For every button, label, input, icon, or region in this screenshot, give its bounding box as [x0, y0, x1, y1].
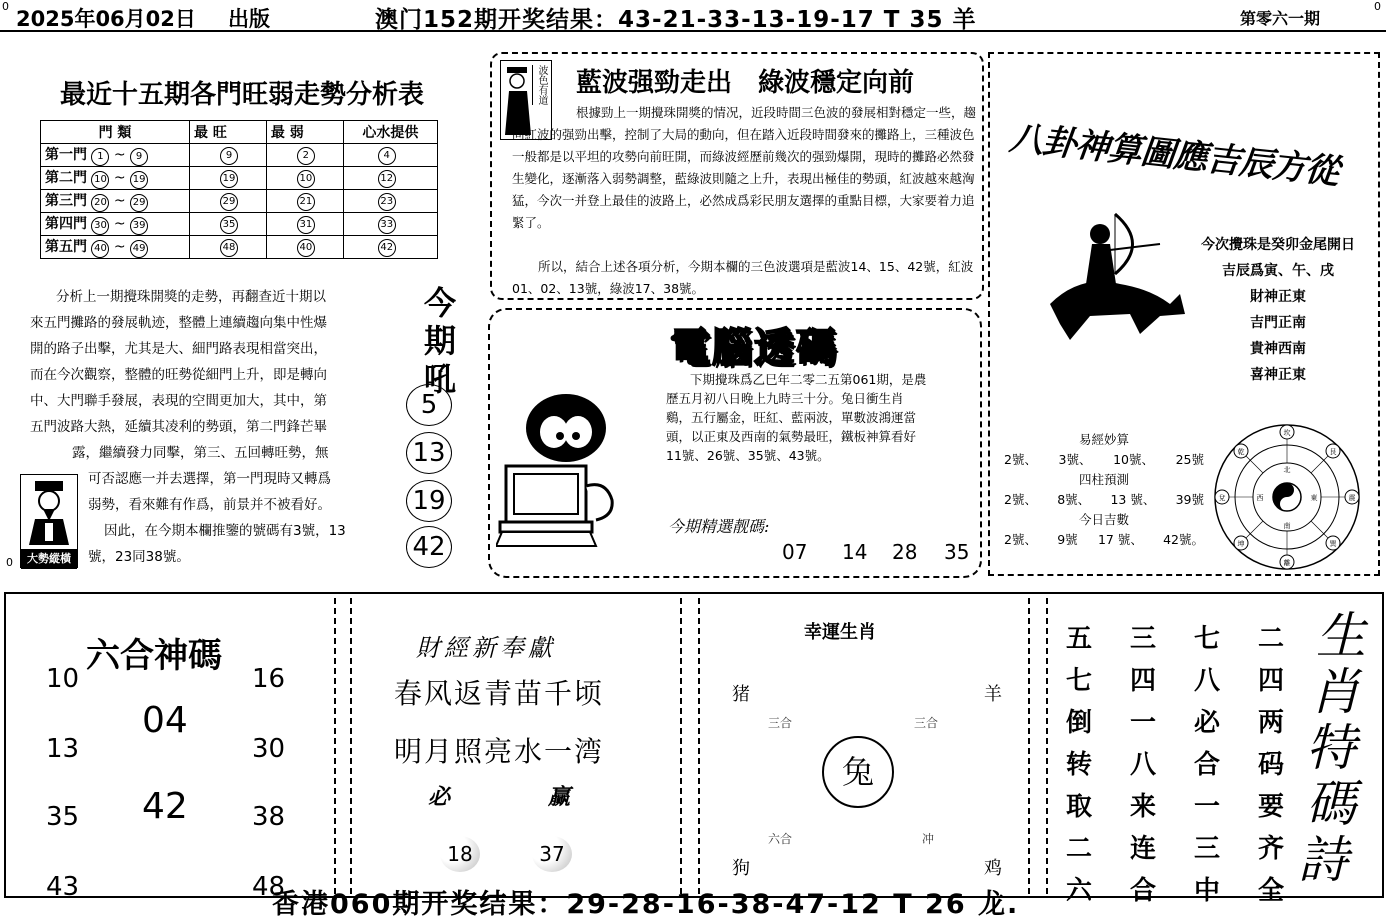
- door-range-end: 9: [130, 148, 148, 166]
- wheel-outer-label: 坤: [1237, 540, 1245, 548]
- table-row: 第五門 40 ~ 49 48 40 42: [41, 236, 438, 259]
- wheel-outer-label: 坎: [1283, 429, 1291, 437]
- wheel-outer-label: 兌: [1218, 494, 1226, 502]
- door-tip: 33: [378, 216, 396, 234]
- jinqi-number: 19: [406, 480, 452, 522]
- door-min: 31: [297, 216, 315, 234]
- trend-header-max: 最 旺: [190, 121, 267, 144]
- door-min: 10: [297, 170, 315, 188]
- divider: [350, 598, 352, 894]
- jinqi-number: 5: [406, 384, 452, 426]
- computer-title: 電腦透碼: [670, 325, 838, 371]
- trend-header-min: 最 弱: [266, 121, 343, 144]
- trend-header-row: [41, 121, 438, 144]
- wave-avatar-caption: 波色有道: [532, 65, 549, 105]
- liuhe-center: 04: [142, 700, 188, 741]
- lucky-center: 兔: [822, 736, 894, 808]
- hk-result: 香港060期开奖结果：29-28-16-38-47-12 T 26 龙.: [272, 889, 1020, 920]
- lucky-sanhe-right: 三合: [914, 716, 939, 730]
- liuhe-right: 48: [252, 872, 286, 902]
- poem-column: 二四两码要齐全: [1257, 624, 1284, 906]
- wave-title: 藍波强勁走出 綠波穩定向前: [576, 68, 915, 98]
- door-name: 第三門: [45, 193, 87, 209]
- trend-analysis: 分析上一期攪珠開獎的走勢，再翻查近十期以 來五門攤路的發展軌迹，整體上連續趨向集中性爆 開的路子出擊，尤其是大、細門路表現相當突出， 而在今次觀察，整體的旺勢從細門上升，即是轉向 中、大門聯手發展，表現的空間更加大，其中，第 五門波路大熱，延續其凌利的勢頭，第二門鋒芒畢 露，繼續發力同擊，第三、五回轉旺勢，無 可否認應一并去選擇，第一門現時又轉爲 弱勢，看來難有作爲，前景并不被看好。 因此，在今期本欄推鑒的號碼有3號，13 號，23同38號。: [30, 289, 346, 565]
- yijing-numbers: 2號、 3號、 10號、 25號: [1004, 452, 1204, 467]
- yijing-label: 易經妙算: [1078, 432, 1129, 447]
- lucky-liuhe: 六合: [768, 832, 793, 846]
- wheel-inner-label: 北: [1283, 466, 1291, 474]
- analyst-caption: 大勢縱橫: [21, 549, 77, 569]
- table-row: 第四門 30 ~ 39 35 31 33: [41, 213, 438, 236]
- wheel-outer-label: 離: [1283, 559, 1291, 567]
- door-min: 21: [297, 193, 315, 211]
- issue-number: 第零六一期: [1240, 9, 1321, 28]
- trend-title: 最近十五期各門旺弱走勢分析表: [60, 80, 425, 110]
- door-min: 2: [297, 147, 315, 165]
- divider: [1028, 598, 1030, 894]
- lucky-sanhe-left: 三合: [768, 716, 793, 730]
- caijing-title: 財經新奉獻: [416, 634, 556, 662]
- bagua-panel: [988, 52, 1380, 576]
- door-range-end: 49: [130, 240, 148, 258]
- poem-title: 生 肖 特 碼 詩: [1298, 607, 1366, 889]
- door-max: 48: [220, 239, 238, 257]
- door-range-end: 29: [130, 194, 148, 212]
- divider: [334, 598, 336, 894]
- door-name: 第一門: [45, 147, 87, 163]
- liuhe-left: 13: [46, 734, 80, 764]
- trend-table: [40, 120, 438, 259]
- caijing-bi: 必: [428, 784, 451, 810]
- macau-result: 澳门152期开奖结果：43-21-33-13-19-17 T 35 羊: [375, 7, 977, 33]
- wave-paragraph-2: 所以，結合上述各項分析，今期本欄的三色波選項是藍波14、15、42號，紅波01、02、13號，綠波17、38號。: [512, 259, 974, 296]
- poem-column: 五七倒转取二六: [1065, 624, 1092, 906]
- door-max: 35: [220, 216, 238, 234]
- computer-pick: 07: [782, 540, 808, 564]
- wheel-outer-label: 乾: [1237, 448, 1245, 456]
- computer-text: 下期攪珠爲乙巳年二零二五第061期，是農歷五月初八日晚上九時三十分。兔日衝生肖鷄，五行屬金，旺紅、藍兩波，單數波鴻運當頭，以正東及西南的氣勢最旺，鐵板神算看好11號、26號、35號、43號。: [666, 372, 927, 463]
- wheel-outer-label: 震: [1348, 494, 1356, 502]
- door-range-start: 1: [91, 148, 109, 166]
- poem-column: 三四一八来连合: [1129, 624, 1156, 906]
- caijing-number: 18: [440, 836, 480, 872]
- sizhu-label: 四柱預測: [1078, 472, 1129, 487]
- bagua-title: 八卦神算圖應吉辰方從: [1007, 118, 1340, 193]
- door-name: 第四門: [45, 216, 87, 232]
- scholar-figure-icon: [21, 475, 77, 545]
- door-range-start: 30: [91, 217, 109, 235]
- left-margin-zero: 0: [6, 556, 13, 569]
- computer-pick-label: 今期精選靓碼:: [668, 517, 770, 536]
- wheel-inner-label: 東: [1310, 494, 1318, 502]
- door-tip: 4: [378, 147, 396, 165]
- liuhe-right: 16: [252, 664, 286, 694]
- wheel-inner-label: 西: [1256, 494, 1264, 502]
- caijing-number: 37: [532, 836, 572, 872]
- door-tip: 23: [378, 193, 396, 211]
- jinqi-number: 42: [406, 526, 452, 568]
- computer-panel: [488, 308, 982, 578]
- bagua-numbers: [1004, 430, 1204, 550]
- door-range-start: 40: [91, 240, 109, 258]
- door-min: 40: [297, 239, 315, 257]
- door-range-start: 10: [91, 171, 109, 189]
- table-row: 第三門 20 ~ 29 29 21 23: [41, 190, 438, 213]
- liuhe-left: 35: [46, 802, 80, 832]
- wave-paragraph-1: 根據勁上一期攪珠開獎的情况，近段時間三色波的發展相對穩定一些，趨向紅波的强勁出擊，控制了大局的動向，但在踏入近段時間發來的攤路上，三種波色一般都是以平坦的攻勢向前旺開，而綠波經歷前幾次的强勁爆開，現時的攤路必然發生變化，逐漸落入弱勢調整，藍綠波則隨之上升，表現出極佳的勢頭，紅波越來越洶猛，今次一并登上最佳的波路上，必然成爲彩民朋友選擇的重點目標，大家要着力追緊了。: [512, 105, 977, 230]
- door-max: 19: [220, 170, 238, 188]
- caijing-line1: 春风返青苗千顷: [394, 677, 605, 710]
- liuhe-right: 30: [252, 734, 286, 764]
- trend-header-tip: 心水提供: [343, 121, 437, 144]
- sizhu-numbers: 2號、 8號、 13 號、 39號: [1004, 492, 1204, 507]
- door-name: 第二門: [45, 170, 87, 186]
- door-tip: 42: [378, 239, 396, 257]
- lucky-title: 幸運生肖: [804, 622, 876, 643]
- lucky-goat: 羊: [984, 684, 1002, 705]
- door-range-start: 20: [91, 194, 109, 212]
- door-tip: 12: [378, 170, 396, 188]
- computer-pick: 28: [892, 540, 918, 564]
- header-bar: [0, 0, 1386, 32]
- lucky-dog: 狗: [732, 858, 750, 879]
- caijing-ying: 赢: [548, 784, 571, 810]
- archer-horseman-icon: [1020, 204, 1200, 344]
- bagua-lines: 今次攪珠是癸卯金尾開日 吉辰爲寅、午、戌 財神正東 吉門正南 貴神西南 喜神正東: [1201, 237, 1355, 383]
- table-row: 第二門 10 ~ 19 19 10 12: [41, 167, 438, 190]
- trend-header-category: 門 類: [41, 121, 190, 144]
- liuhe-right: 38: [252, 802, 286, 832]
- door-max: 9: [220, 147, 238, 165]
- poem-column: 七八必合一三中: [1193, 624, 1220, 906]
- issue-date: 2025年06月02日: [16, 7, 196, 31]
- jinqi-number: 13: [406, 432, 452, 474]
- computer-mascot-icon: [496, 390, 646, 550]
- caijing-line2: 明月照亮水一湾: [394, 735, 605, 768]
- liuhe-left: 10: [46, 664, 80, 694]
- liuhe-left: 43: [46, 872, 80, 902]
- analyst-avatar: [20, 474, 78, 568]
- jishu-numbers: 2號、 9號 17 號、 42號。: [1004, 532, 1204, 547]
- lucky-rooster: 鸡: [984, 858, 1002, 879]
- table-row: 第一門 1 ~ 9 9 2 4: [41, 144, 438, 167]
- lucky-pig: 猪: [732, 684, 750, 705]
- edition-label: 出版: [228, 7, 270, 31]
- liuhe-center: 42: [142, 786, 188, 827]
- wheel-inner-label: 南: [1283, 522, 1291, 530]
- door-name: 第五門: [45, 239, 87, 255]
- divider: [698, 598, 700, 894]
- door-max: 29: [220, 193, 238, 211]
- wave-panel: [490, 52, 984, 300]
- jishu-label: 今日吉數: [1078, 512, 1129, 527]
- header-zero-left: 0: [2, 0, 9, 13]
- bagua-wheel-icon: [1212, 422, 1362, 572]
- divider: [680, 598, 682, 894]
- lucky-chong: 冲: [922, 832, 935, 846]
- divider: [1046, 598, 1048, 894]
- wheel-outer-label: 巽: [1329, 540, 1337, 548]
- wheel-outer-label: 艮: [1329, 448, 1337, 456]
- computer-pick: 35: [944, 540, 970, 564]
- header-zero-right: 0: [1374, 0, 1381, 13]
- computer-pick: 14: [842, 540, 868, 564]
- door-range-end: 39: [130, 217, 148, 235]
- jinqi-label: 今 期 吼: [423, 284, 456, 398]
- liuhe-title: 六合神碼: [86, 636, 222, 676]
- door-range-end: 19: [130, 171, 148, 189]
